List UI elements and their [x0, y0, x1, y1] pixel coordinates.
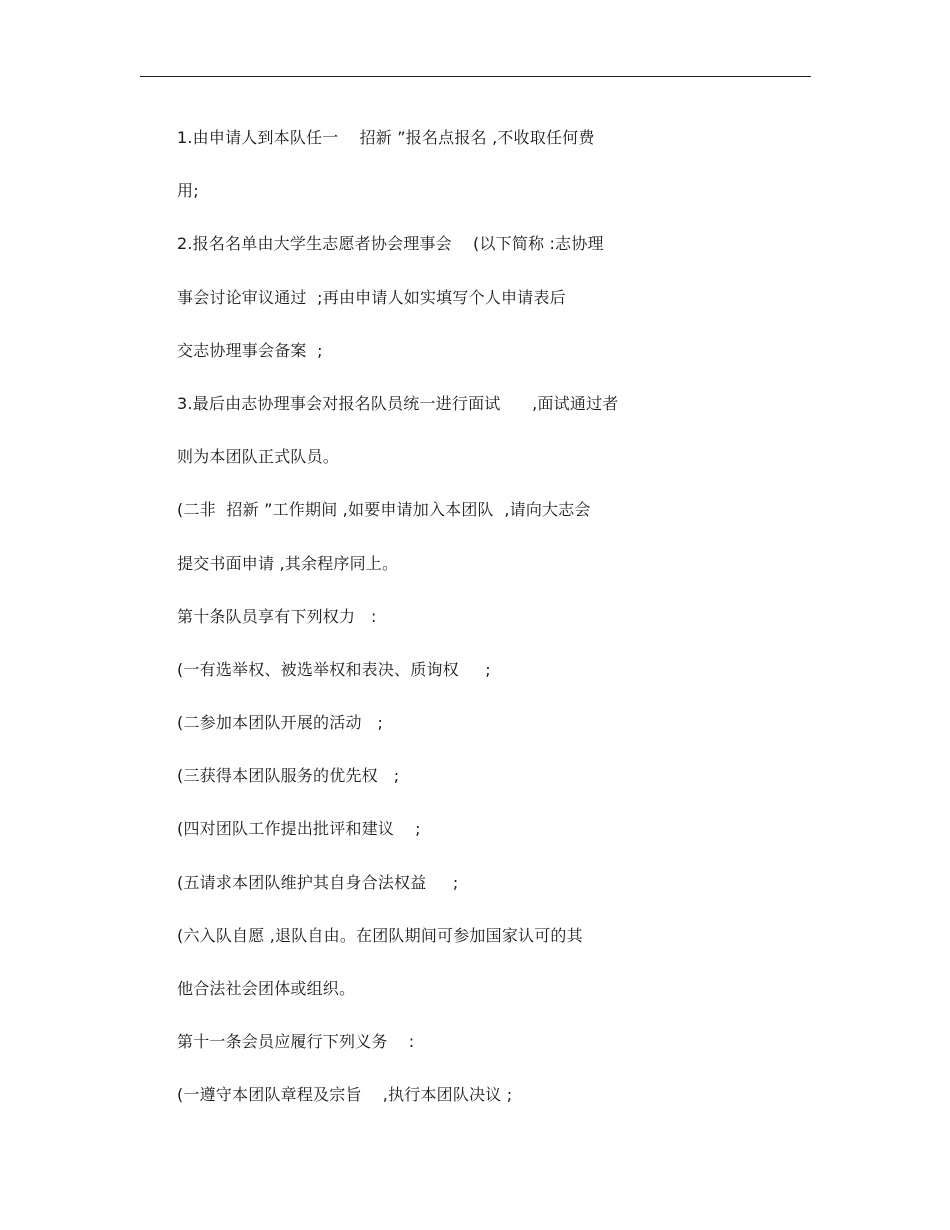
- text-line: 用;: [177, 181, 199, 201]
- text-line: 交志协理事会备案 ;: [177, 340, 323, 360]
- text-line: (二非 招新 ”工作期间 ,如要申请加入本团队 ,请向大志会: [177, 500, 591, 520]
- document-body: [177, 121, 777, 1132]
- text-line: 3.最后由志协理事会对报名队员统一进行面试 ,面试通过者: [177, 393, 619, 413]
- text-line: (四对团队工作提出批评和建议 ;: [177, 819, 421, 839]
- text-line: (二参加本团队开展的活动 ;: [177, 713, 384, 733]
- text-line: (一有选举权、被选举权和表决、质询权 ;: [177, 659, 491, 679]
- article-heading: 第十一条会员应履行下列义务 :: [177, 1032, 415, 1052]
- text-line: 1.由申请人到本队任一 招新 ”报名点报名 ,不收取任何费: [177, 128, 595, 147]
- text-line: 则为本团队正式队员。: [177, 447, 340, 467]
- text-line: (六入队自愿 ,退队自由。在团队期间可参加国家认可的其: [177, 925, 583, 945]
- text-line: (五请求本团队维护其自身合法权益 ;: [177, 872, 459, 892]
- article-heading: 第十条队员享有下列权力 :: [177, 606, 377, 626]
- text-line: 事会讨论审议通过 ;再由申请人如实填写个人申请表后: [177, 287, 566, 307]
- text-line: (三获得本团队服务的优先权 ;: [177, 766, 400, 786]
- text-line: 提交书面申请 ,其余程序同上。: [177, 553, 399, 573]
- text-line: 2.报名名单由大学生志愿者协会理事会 (以下简称 :志协理: [177, 234, 604, 254]
- header-rule: [140, 76, 811, 77]
- text-line: (一遵守本团队章程及宗旨 ,执行本团队决议 ;: [177, 1085, 513, 1105]
- text-line: 他合法社会团体或组织。: [177, 979, 356, 998]
